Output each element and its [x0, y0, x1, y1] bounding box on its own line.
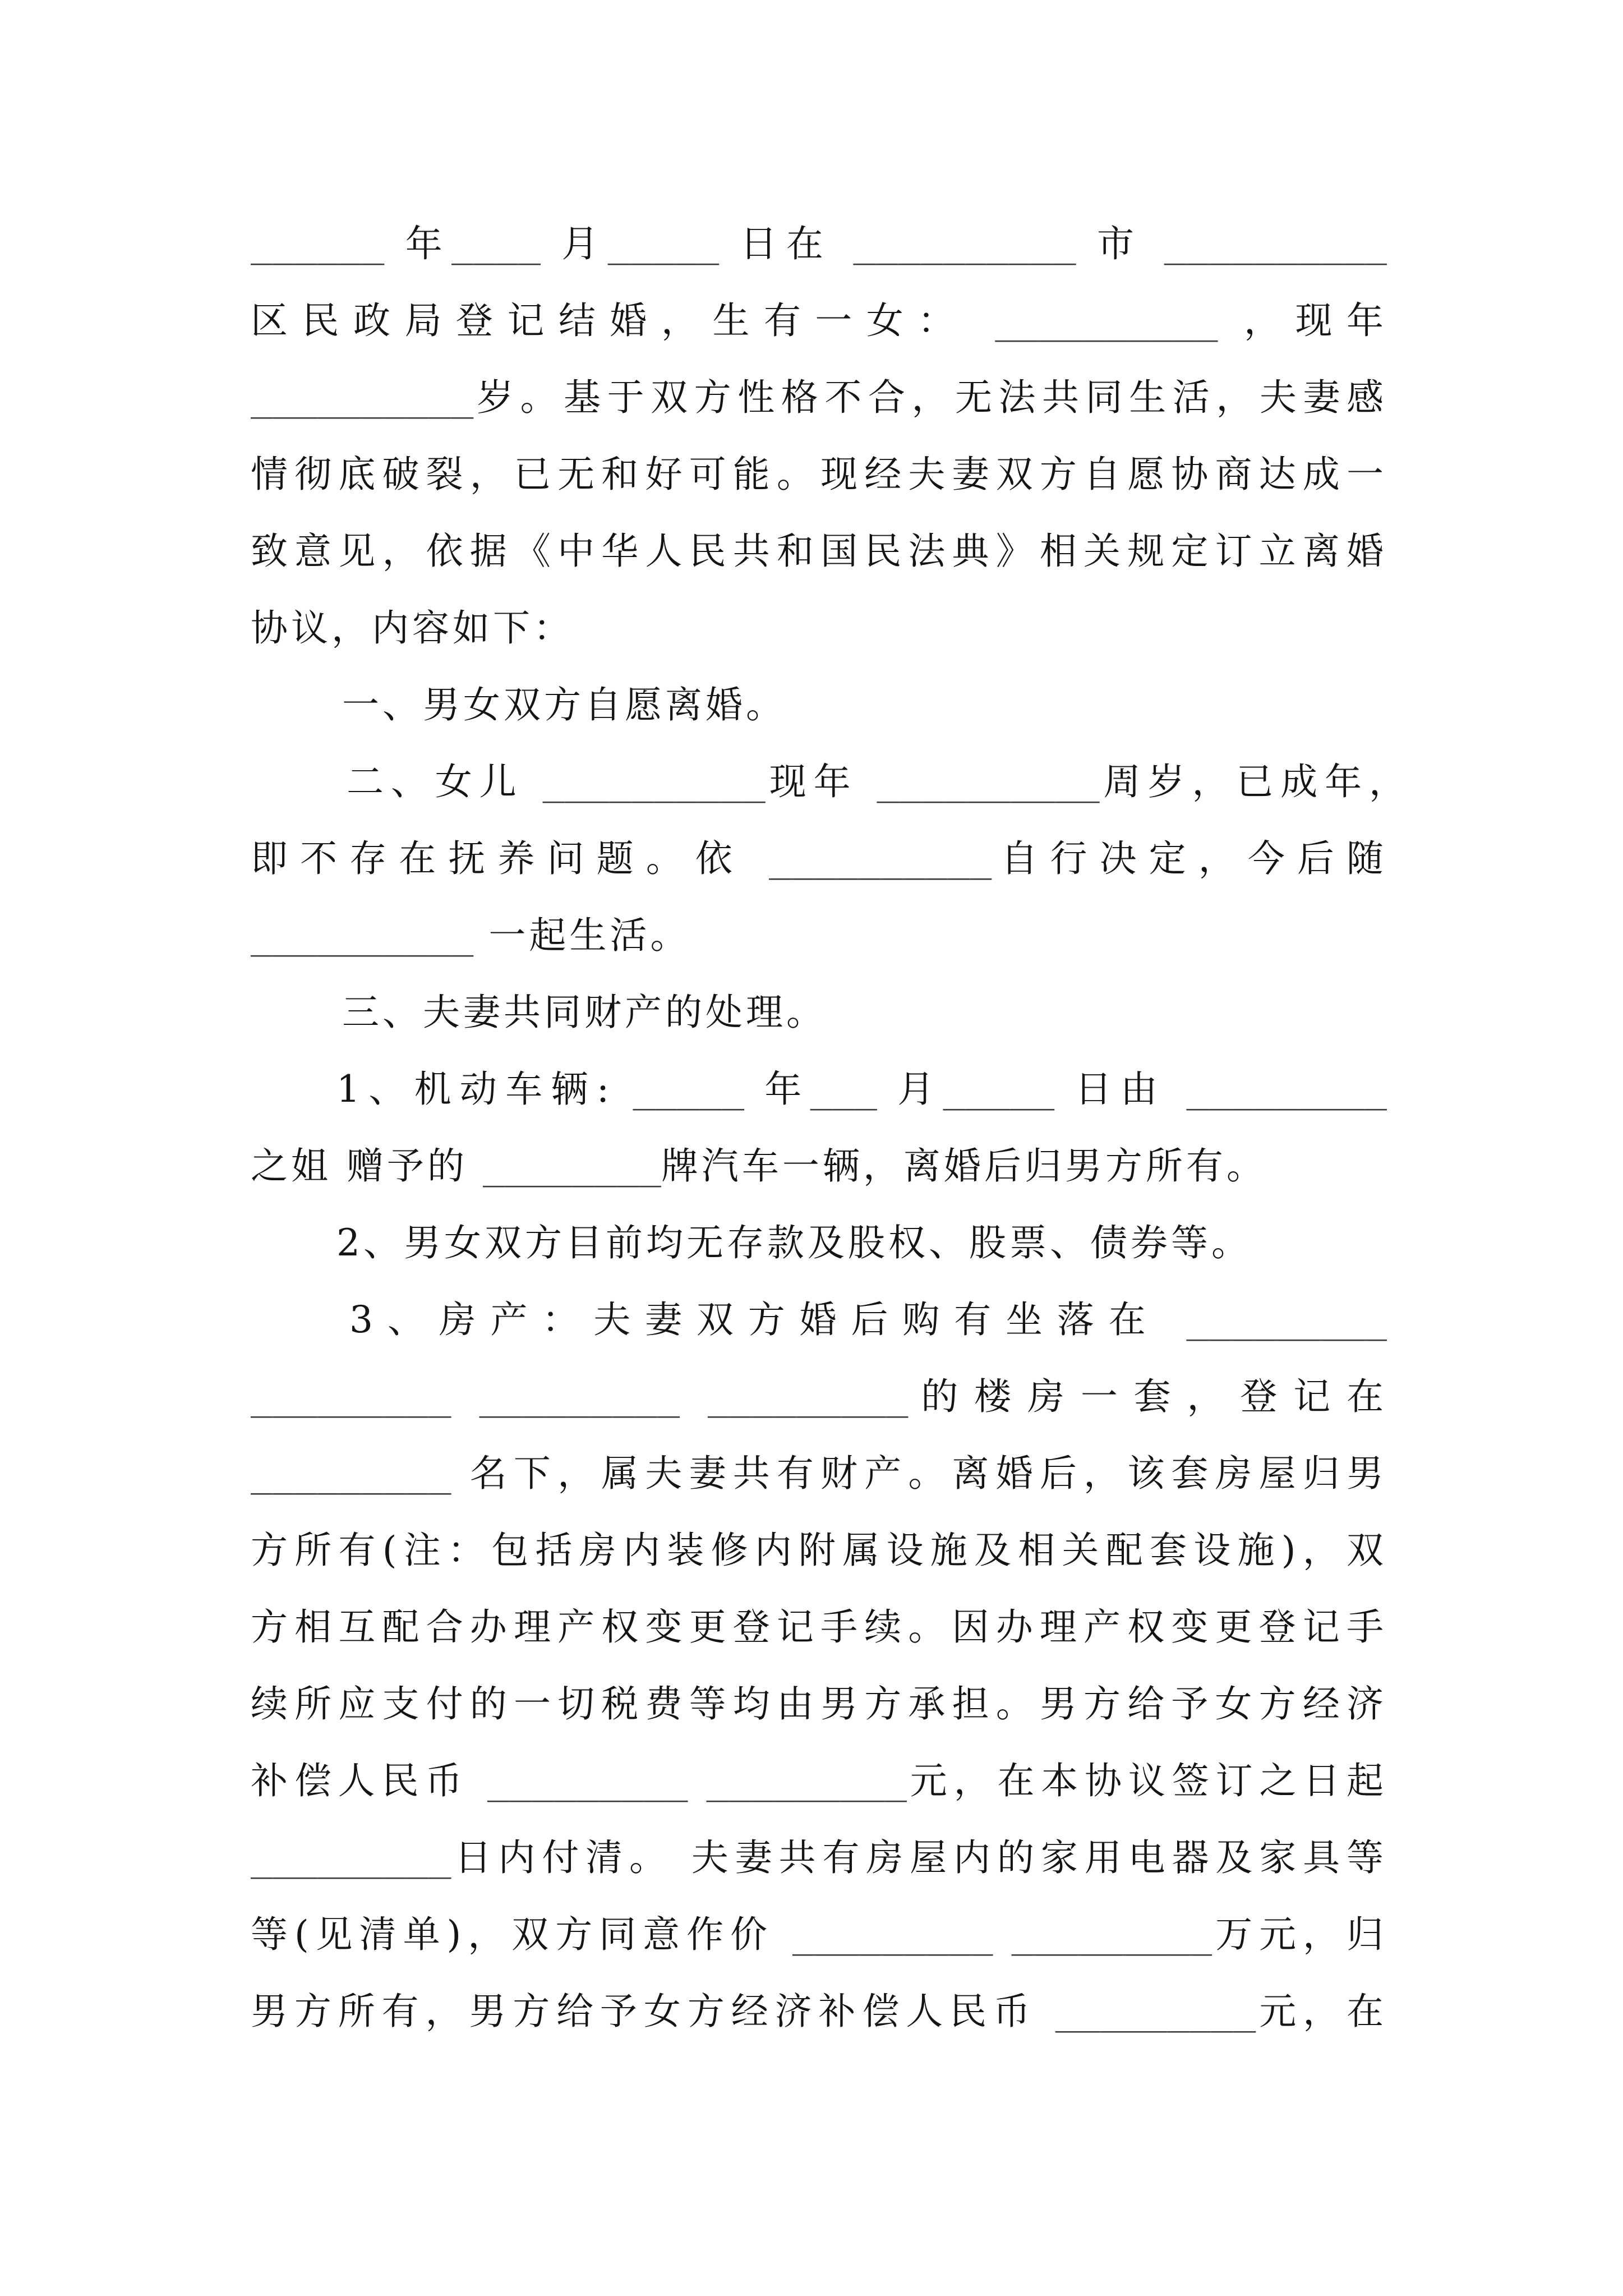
savings-line [251, 1204, 1387, 1281]
blank-field: _________ [487, 1759, 688, 1802]
line-text [680, 1375, 708, 1418]
property-compensation-line [251, 1742, 1387, 1819]
blank-field: ______ [251, 222, 385, 265]
line-text: 市 [1076, 222, 1164, 265]
line-text: 协议，内容如下： [251, 606, 574, 650]
blank-field: _________ [1186, 1298, 1387, 1341]
line-text: 日在 [719, 222, 854, 265]
blank-field: __________ [853, 222, 1076, 265]
line-text: 2、男女双方目前均无存款及股权、股票、债券等。 [336, 1221, 1252, 1264]
property-tax-line [251, 1665, 1387, 1742]
blank-field: _____ [943, 1068, 1055, 1111]
clause-2-custody-line [251, 820, 1387, 897]
line-text: 之姐 赠予的 [251, 1144, 483, 1188]
relationship-breakdown-line [251, 436, 1387, 513]
line-text: 情彻底破裂，已无和好可能。现经夫妻双方自愿协商达成一 [251, 453, 1387, 496]
line-text: 岁。基于双方性格不合，无法共同生活，夫妻感 [473, 376, 1387, 419]
property-location-line [251, 1281, 1387, 1358]
blank-field: _________ [792, 1913, 993, 1956]
line-text: 日由 [1054, 1068, 1187, 1111]
clause-3-heading [251, 974, 1387, 1051]
registration-date-line [251, 205, 1387, 282]
line-text [451, 1375, 479, 1418]
blank-field: __________ [768, 837, 992, 880]
blank-field: ____ [451, 222, 541, 265]
line-text: 月 [877, 1068, 943, 1111]
line-text: 元，在本协议签订之日起 [906, 1759, 1387, 1802]
property-transfer-line [251, 1589, 1387, 1665]
line-text: ，现年 [1218, 299, 1387, 342]
blank-field: __________ [251, 376, 474, 419]
clause-1-line [251, 666, 1387, 743]
line-text: 一起生活。 [473, 914, 691, 957]
line-text: 1、机动车辆: [336, 1068, 633, 1111]
blank-field: _________ [251, 1375, 451, 1418]
line-text: 续所应支付的一切税费等均由男方承担。男方给予女方经济 [251, 1682, 1387, 1726]
blank-field: __________ [251, 914, 474, 957]
blank-field: _________ [251, 1836, 451, 1879]
vehicle-line [251, 1051, 1387, 1128]
payment-deadline-line [251, 1819, 1387, 1896]
line-text: 等(见清单)，双方同意作价 [251, 1913, 792, 1956]
blank-field: _________ [479, 1375, 680, 1418]
line-text: 3、房产：夫妻双方婚后购有坐落在 [349, 1298, 1187, 1341]
line-text: 名下，属夫妻共有财产。离婚后，该套房屋归男 [451, 1452, 1387, 1495]
blank-field: ___ [810, 1068, 877, 1111]
registration-office-line [251, 282, 1387, 359]
blank-field: __________ [542, 760, 766, 803]
line-text: 一、男女双方自愿离婚。 [342, 683, 786, 726]
line-text: 方相互配合办理产权变更登记手续。因办理产权变更登记手 [251, 1605, 1387, 1649]
blank-field: _________ [1055, 1990, 1256, 2033]
clause-2-age-line [251, 743, 1409, 820]
line-text: 二、女儿 [347, 760, 543, 803]
blank-field: _________ [707, 1375, 909, 1418]
blank-field: _____ [607, 222, 720, 265]
agreement-text-body [251, 205, 1409, 2050]
line-text: 万元，归 [1212, 1913, 1387, 1956]
line-text: 现年 [765, 760, 877, 803]
separation-reason-line [251, 359, 1387, 436]
line-text: 补偿人民币 [251, 1759, 487, 1802]
blank-field: _________ [1186, 1068, 1387, 1111]
blank-field: _________ [1011, 1913, 1212, 1956]
line-text: 年 [384, 222, 452, 265]
line-text: 月 [540, 222, 608, 265]
line-text: 三、夫妻共同财产的处理。 [342, 991, 827, 1034]
line-text: 元，在 [1256, 1990, 1387, 2033]
property-registration-line [251, 1358, 1387, 1435]
blank-field: _____ [633, 1068, 745, 1111]
vehicle-ownership-line [251, 1128, 1387, 1204]
agreement-intro-line [251, 590, 1387, 666]
clause-2-residence-line [251, 897, 1387, 974]
line-text: 即不存在抚养问题。依 [251, 837, 769, 880]
line-text: 致意见，依据《中华人民共和国民法典》相关规定订立离婚 [251, 530, 1387, 573]
line-text [993, 1913, 1012, 1956]
line-text: 牌汽车一辆，离婚后归男方所有。 [661, 1144, 1267, 1188]
line-text: 男方所有，男方给予女方经济补偿人民币 [251, 1990, 1055, 2033]
legal-basis-line [251, 513, 1387, 590]
property-note-line [251, 1512, 1387, 1589]
line-text: 区民政局登记结婚，生有一女： [251, 299, 995, 342]
blank-field: __________ [995, 299, 1218, 342]
blank-field: __________ [1164, 222, 1387, 265]
appliance-compensation-line [251, 1973, 1387, 2050]
line-text: 自行决定，今后随 [992, 837, 1387, 880]
blank-field: _________ [706, 1759, 907, 1802]
blank-field: ________ [482, 1144, 661, 1188]
line-text: 日内付清。 夫妻共有房屋内的家用电器及家具等 [451, 1836, 1387, 1879]
line-text: 年 [744, 1068, 810, 1111]
appliance-valuation-line [251, 1896, 1387, 1973]
property-ownership-line [251, 1435, 1387, 1512]
line-text: 的楼房一套，登记在 [908, 1375, 1387, 1418]
line-text: 方所有(注：包括房内装修内附属设施及相关配套设施)，双 [251, 1529, 1387, 1572]
blank-field: __________ [877, 760, 1100, 803]
line-text [688, 1759, 707, 1802]
blank-field: _________ [251, 1452, 451, 1495]
line-text: 周岁，已成年， [1099, 760, 1409, 803]
